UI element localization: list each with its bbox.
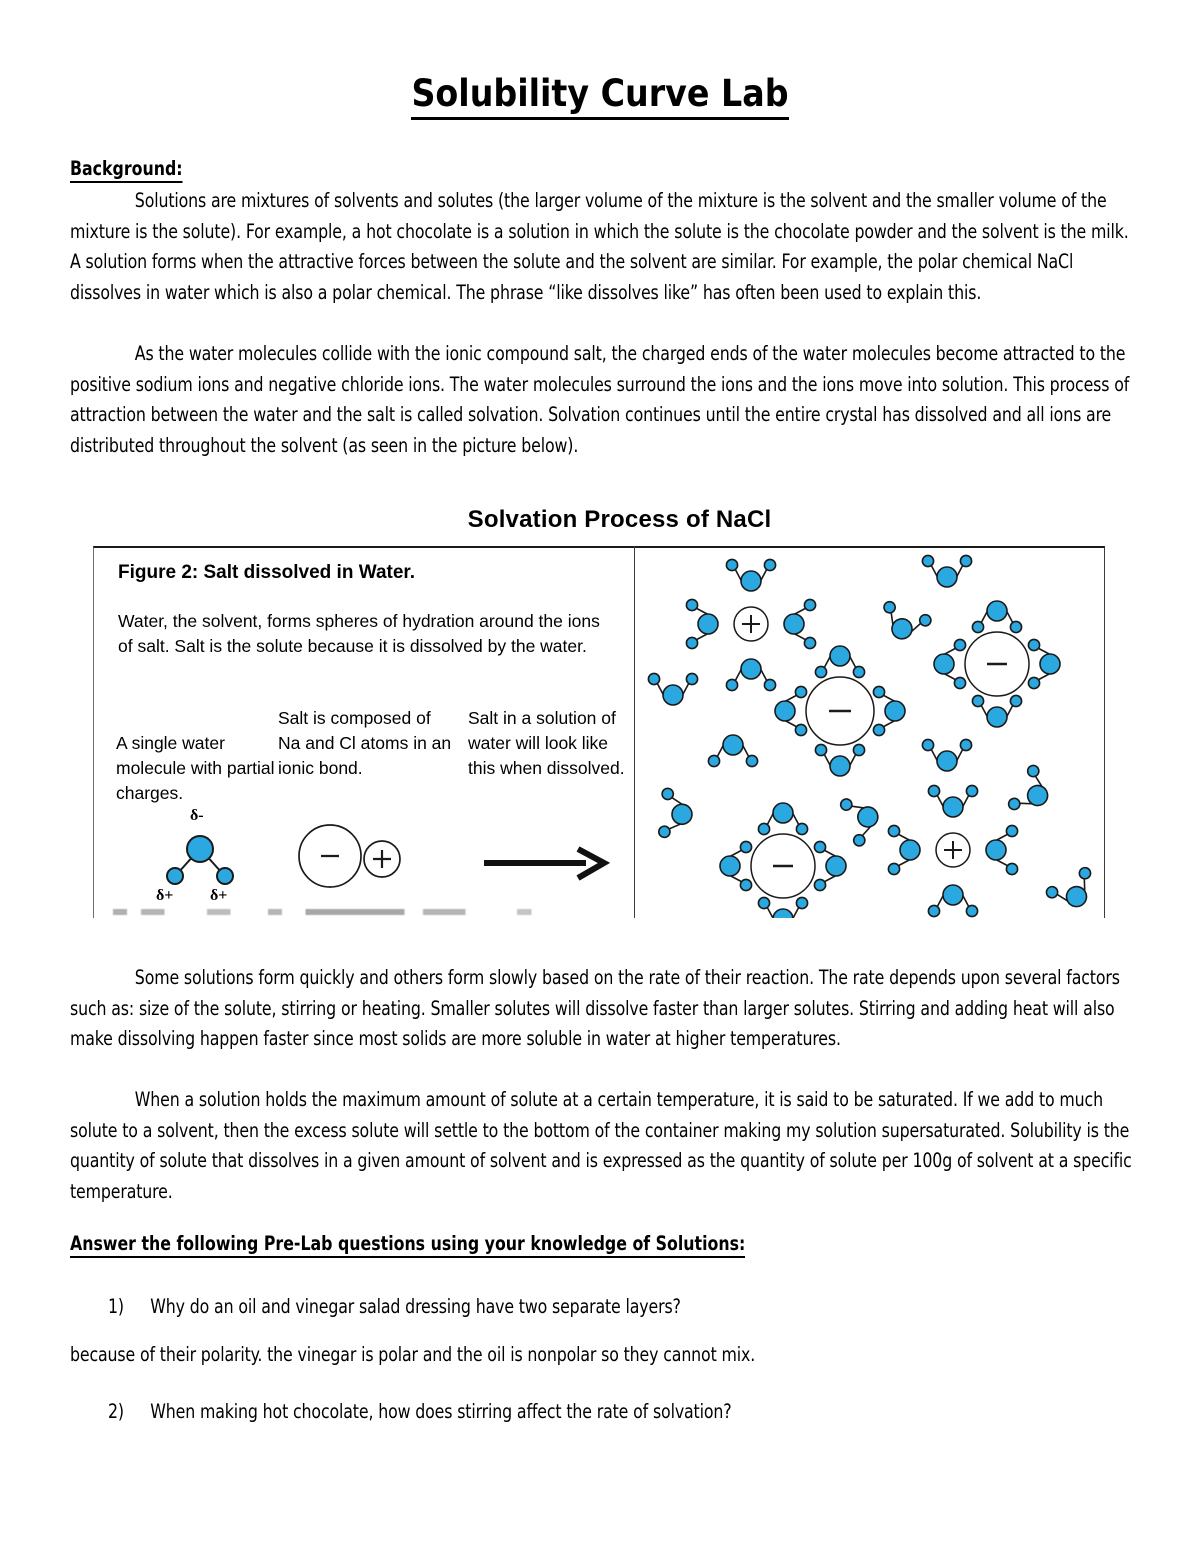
paragraph-saturation: When a solution holds the maximum amount of solute at a certain temperature, it is said to be saturated. If we add to much solute to a solvent, then the excess solute will settle to the bottom of the container making my solution supersaturated. Solubility is the quantity of solute that dissolves in a given amount of solvent and is expressed as the quantity of solute per 100g of solvent at a specific temperature. — [70, 1088, 1132, 1203]
delta-positive-right-label: δ+ — [210, 887, 228, 904]
hydrated-chloride-ion-2 — [934, 601, 1060, 727]
ionic-bond-diagram — [288, 816, 418, 896]
page-title-text: Solubility Curve Lab — [411, 72, 788, 120]
water-molecule-diagram — [148, 807, 278, 911]
paragraph-solvation: As the water molecules collide with the ionic compound salt, the charged ends of the water molecules become attracted to the positive sodium ions and negative chloride ions. The water molecules surround the ions and the ions move into solution. This process of attraction between the water and the salt is called solvation. Solvation continues until the entire crystal has dissolved and all ions are distributed throughout the solvent (as seen in the picture below). — [70, 342, 1130, 457]
background-heading-text: Background: — [70, 157, 183, 183]
question-2-number: 2) — [108, 1400, 124, 1423]
background-heading — [70, 157, 183, 180]
solvation-figure — [93, 506, 1106, 918]
figure-title: Solvation Process of NaCl — [467, 506, 772, 533]
figure-cropped-text-artifact — [113, 909, 583, 915]
prelab-heading-text: Answer the following Pre-Lab questions using your knowledge of Solutions: — [70, 1232, 745, 1258]
prelab-heading — [70, 1232, 745, 1255]
question-1-answer[interactable]: because of their polarity. the vinegar is polar and the oil is nonpolar so they cannot mix. — [70, 1343, 756, 1366]
question-2-text: When making hot chocolate, how does stirring affect the rate of solvation? — [150, 1400, 732, 1423]
figure-caption-heading: Figure 2: Salt dissolved in Water. — [118, 562, 416, 583]
figure-right-panel — [635, 546, 1105, 918]
page-title — [0, 72, 1200, 115]
question-1-text: Why do an oil and vinegar salad dressing have two separate layers? — [150, 1295, 681, 1318]
hydrated-sodium-ion-2 — [888, 785, 1017, 916]
free-water-molecules — [648, 555, 1102, 917]
hydrated-sodium-ion-1 — [686, 559, 815, 690]
hydrated-chloride-ion-1 — [775, 646, 905, 776]
paragraph-rate-factors: Some solutions form quickly and others form slowly based on the rate of their reaction. The rate depends upon several factors such as: size of the solute, stirring or heating. Smaller solutes will dissolve faster than larger solutes. Stirring and adding heat will also make dissolving happen faster since most solids are more soluble in water at higher temperatures. — [70, 966, 1120, 1050]
question-2-answer[interactable] — [70, 1445, 1060, 1473]
figure-caption-body: Water, the solvent, forms spheres of hydration around the ions of salt. Salt is the solute because it is dissolved by the water. — [118, 611, 600, 656]
delta-positive-left-label: δ+ — [156, 887, 174, 904]
question-1-number: 1) — [108, 1295, 124, 1318]
paragraph-solutions-intro: Solutions are mixtures of solvents and solutes (the larger volume of the mixture is the solvent and the smaller volume of the mixture is the solute). For example, a hot chocolate is a solution in which the solute is the chocolate powder and the solvent is the milk. A solution forms when the attractive forces between the solute and the solvent are similar. For example, the polar chemical NaCl dissolves in water which is also a polar chemical. The phrase “like dissolves like” has often been used to explain this. — [70, 189, 1129, 304]
figure-column-1-text: A single water molecule with partial charges. — [116, 733, 275, 803]
process-arrow — [478, 846, 618, 880]
delta-negative-label: δ- — [190, 807, 204, 824]
solvated-ions-illustration — [635, 546, 1105, 918]
hydrated-chloride-ion-3 — [720, 803, 846, 918]
nacl-ion-pair-icon — [288, 816, 418, 896]
figure-left-panel — [93, 546, 634, 918]
figure-column-2-text: Salt is composed of Na and Cl atoms in an ionic bond. — [278, 708, 452, 778]
right-arrow-icon — [478, 846, 618, 880]
figure-column-3-text: Salt in a solution of water will look like this when dissolved. — [468, 708, 625, 778]
